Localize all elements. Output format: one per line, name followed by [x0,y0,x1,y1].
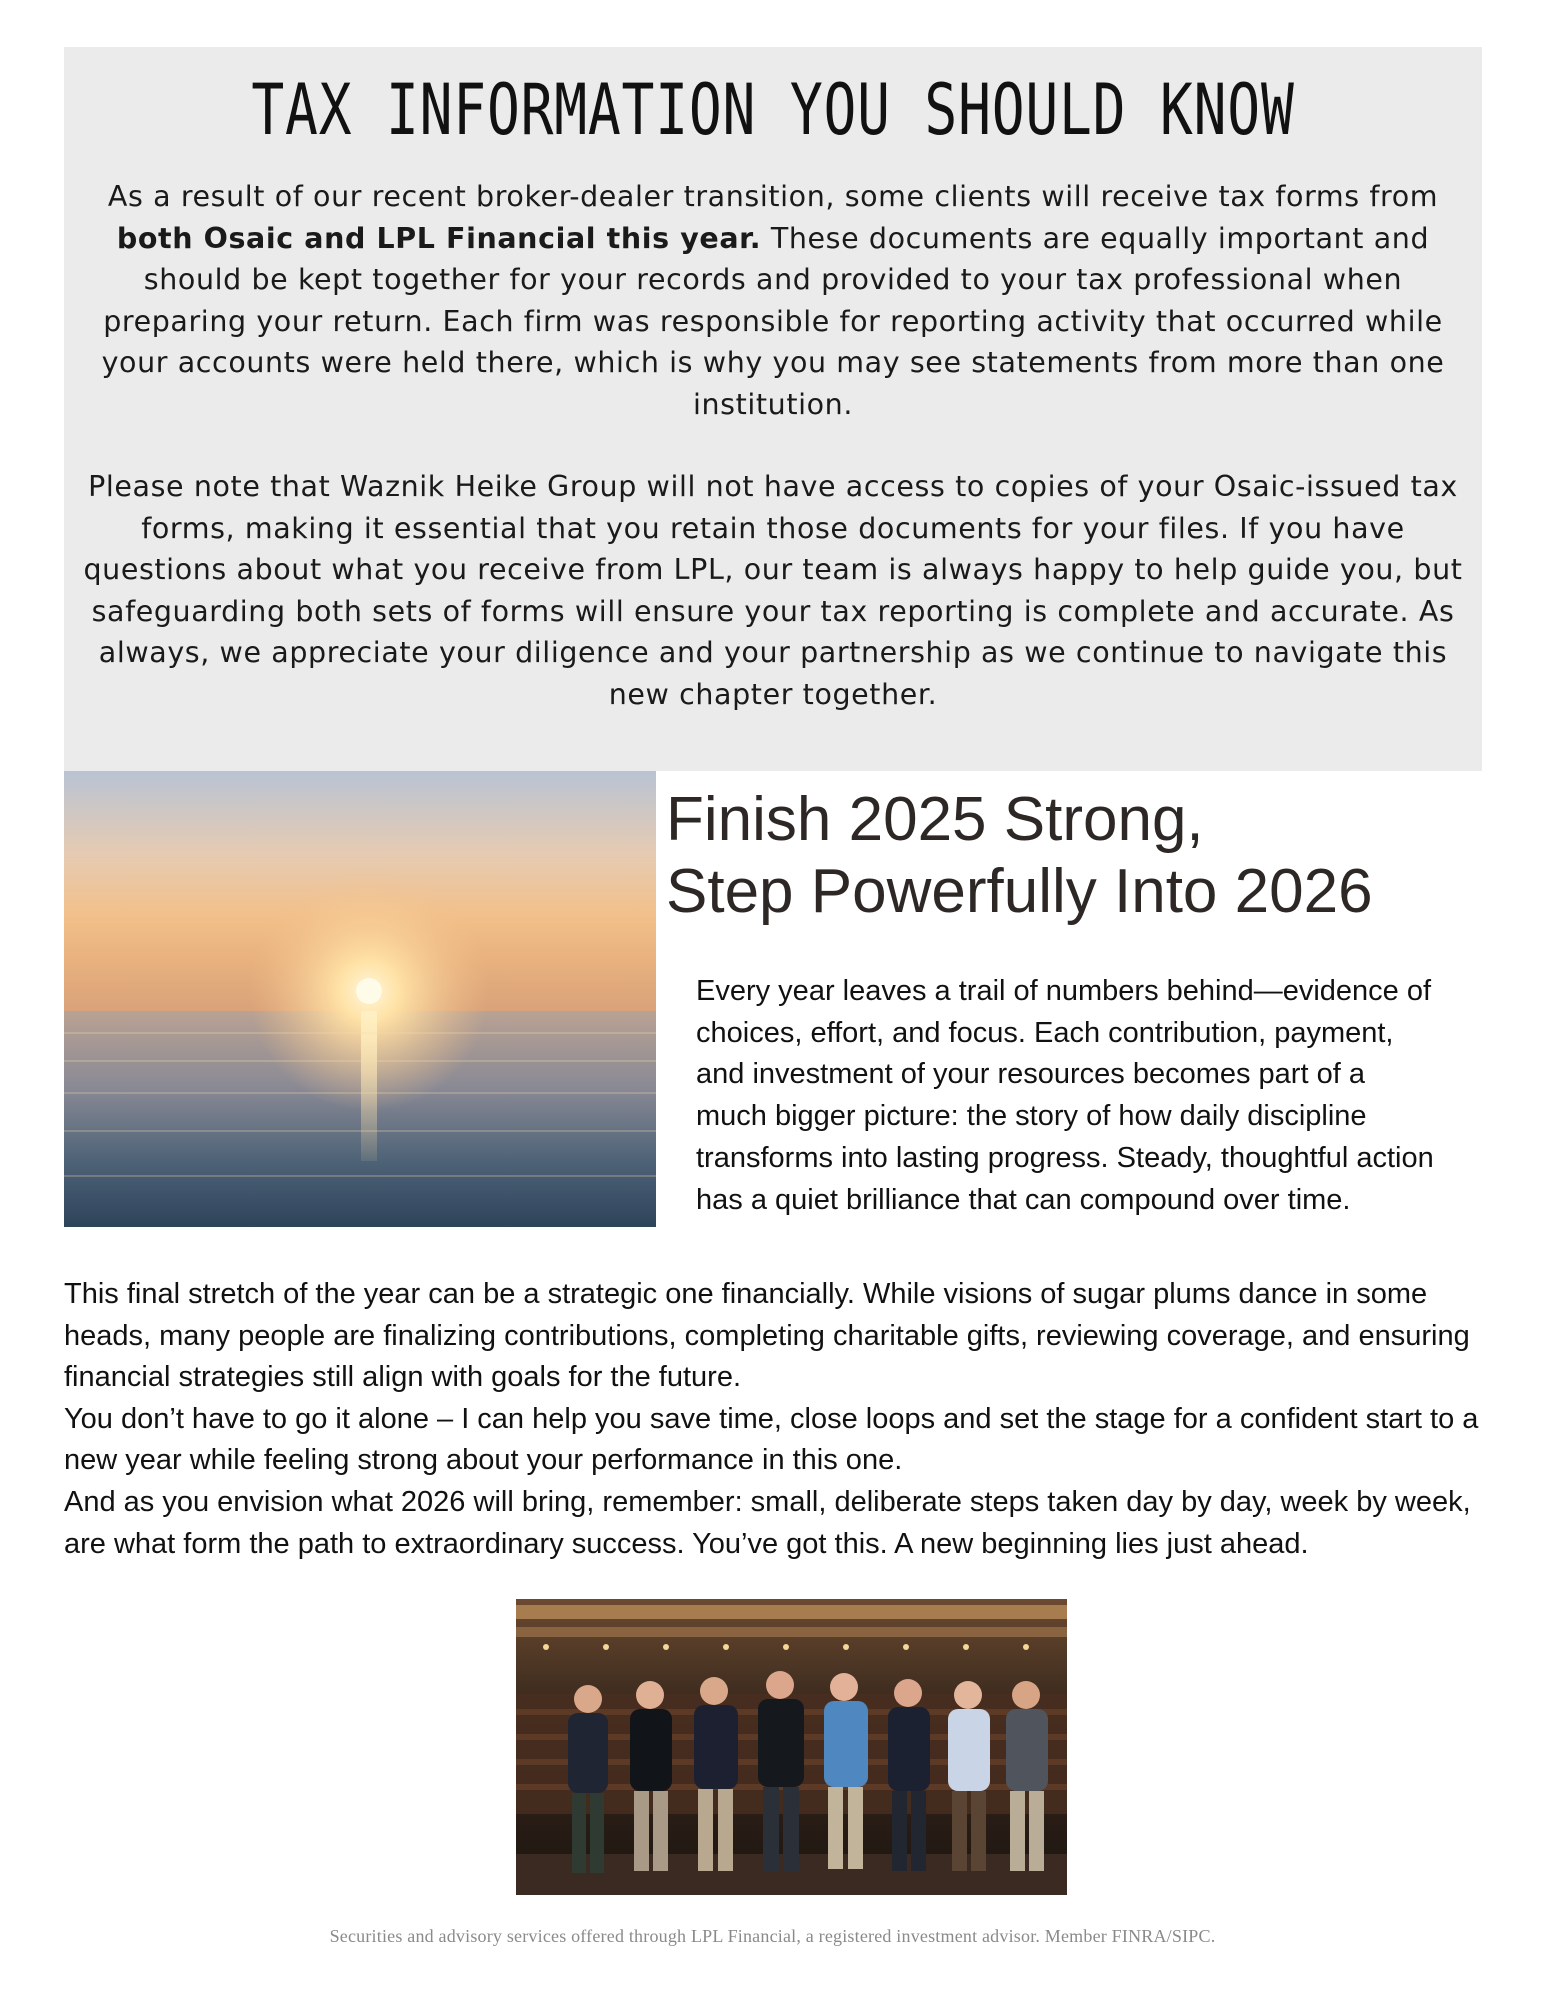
body-paragraph-3: And as you envision what 2026 will bring, remember: small, deliberate steps taken day by day, week by week, are what form the path to extraordinary success. You’ve got this. A new beginning lies just ahead. [64,1485,1471,1560]
tax-p1-text-end: These documents are equally important and should be kept together for your records and provided to your tax professional when preparing your return. Each firm was responsible for reporting activity that occurred while your accounts were held there, which is why you may see statements from more than one institution. [101,221,1445,421]
tax-p1-bold-text: both Osaic and LPL Financial this year. [116,221,762,255]
sunset-ocean-image [64,771,656,1227]
tax-info-title: TAX INFORMATION YOU SHOULD KNOW [251,69,1295,151]
headline-line-1: Finish 2025 Strong, [666,785,1204,854]
tax-p1-text-start: As a result of our recent broker-dealer transition, some clients will receive tax forms from [107,180,1439,213]
footer-disclosure: Securities and advisory services offered through LPL Financial, a registered investment advisor. Member FINRA/SIPC. [329,1926,1216,1946]
body-paragraph-2: You don’t have to go it alone – I can help you save time, close loops and set the stage for a confident start to a new year while feeling strong about your performance in this one. [64,1402,1479,1477]
article-headline [666,784,1486,928]
article-body [64,1274,1484,1565]
tax-info-paragraph-2: Please note that Waznik Heike Group will not have access to copies of your Osaic-issued tax forms, making it essential that you retain those documents for your files. If you have questions about what you receive from LPL, our team is always happy to help guide you, but safeguarding both sets of forms will ensure your tax reporting is complete and accurate. As always, we appreciate your diligence and your partnership as we continue to navigate this new chapter together. [83,470,1463,711]
headline-line-2: Step Powerfully Into 2026 [666,857,1373,926]
tax-info-box [64,47,1482,771]
body-paragraph-1: This final stretch of the year can be a strategic one financially. While visions of sugar plums dance in some heads, many people are finalizing contributions, completing charitable gifts, reviewing coverage, and ensuring financial strategies still align with goals for the future. [64,1278,1470,1394]
tax-info-paragraph-1 [80,176,1466,425]
team-group-photo [516,1599,1067,1895]
article-intro: Every year leaves a trail of numbers behind—evidence of choices, effort, and focus. Each contribution, payment, and investment of your resources becomes part of a much bigger picture: the story of how daily discipline transforms into lasting progress. Steady, thoughtful action has a quiet brilliance that can compound over time. [696,975,1434,1216]
